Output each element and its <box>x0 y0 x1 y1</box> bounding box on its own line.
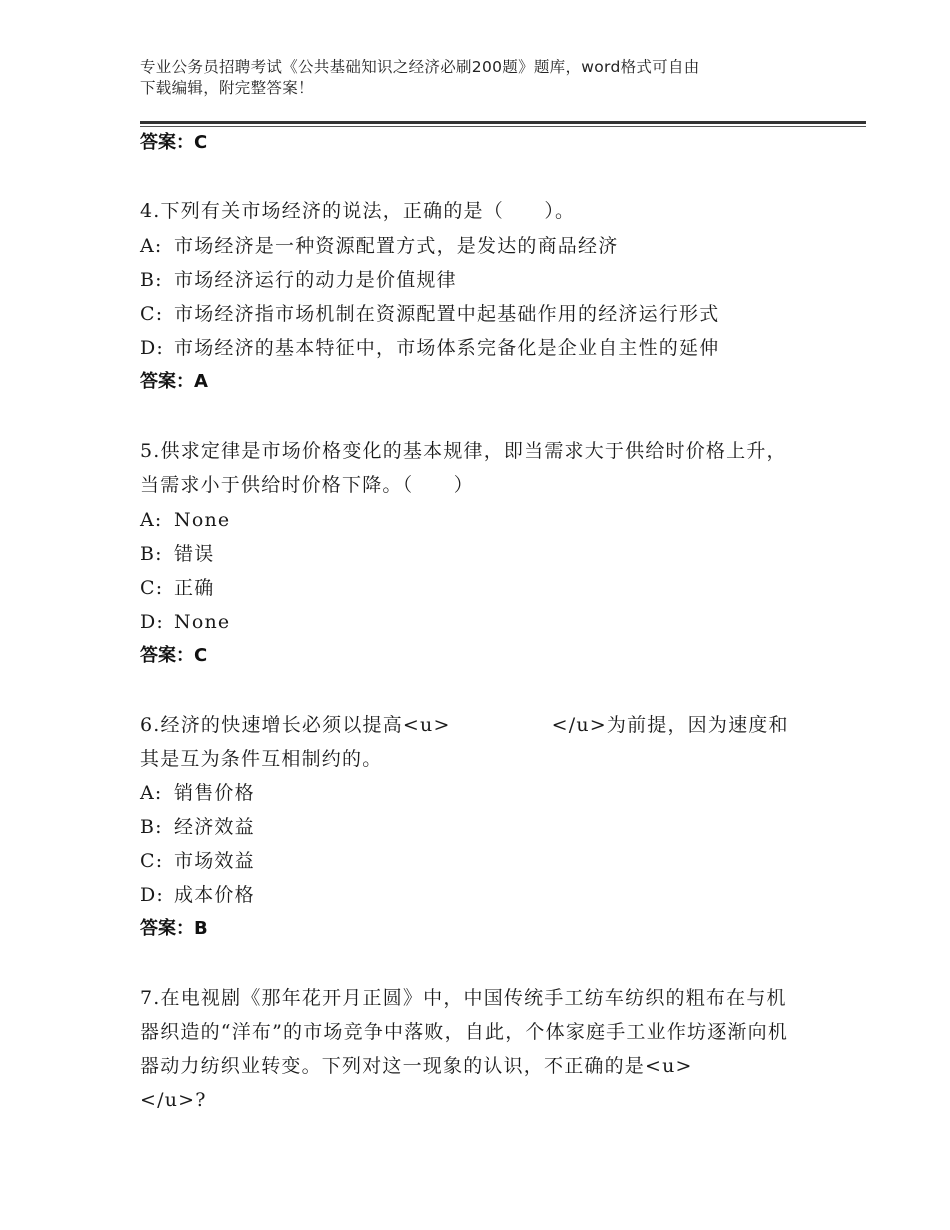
q4-option-b <box>140 268 840 292</box>
answer-value: B <box>194 918 208 939</box>
q5-option-b <box>140 542 840 566</box>
header-line-1: 专业公务员招聘考试《公共基础知识之经济必刷200题》题库，word格式可自由 <box>140 58 700 76</box>
q7-question: 7.在电视剧《那年花开月正圆》中，中国传统手工纺车纺织的粗布在与机器织造的“洋布”的市场竞争中落败，自此，个体家庭手工业作坊逐渐向机器动力纺织业转变。下列对这一现象的认识，不正确的是<u> </u>? <box>140 987 794 1111</box>
q6-option-c <box>140 849 840 873</box>
q4-option-c <box>140 302 840 326</box>
option-label: B: <box>140 269 163 291</box>
option-label: B: <box>140 543 163 565</box>
option-text: 市场经济运行的动力是价值规律 <box>174 269 457 291</box>
q6-answer <box>140 917 208 941</box>
answer-prefix: 答案： <box>140 371 194 392</box>
q4-option-d <box>140 336 840 360</box>
q4-option-a <box>140 234 840 258</box>
q5-option-d <box>140 610 840 634</box>
document-header <box>140 57 810 99</box>
option-label: A: <box>140 235 163 257</box>
header-rule-thin <box>140 126 866 127</box>
option-text: 市场效益 <box>174 850 255 872</box>
q5-option-c <box>140 576 840 600</box>
q6-question: 6.经济的快速增长必须以提高<u> </u>为前提，因为速度和其是互为条件互相制约的。 <box>140 714 789 770</box>
q6-option-b <box>140 815 840 839</box>
option-text: 市场经济的基本特征中，市场体系完备化是企业自主性的延伸 <box>174 337 720 359</box>
option-text: 经济效益 <box>174 816 255 838</box>
answer-value: C <box>194 132 208 153</box>
q6-option-d <box>140 883 840 907</box>
option-text: 正确 <box>174 577 215 599</box>
option-text: None <box>174 509 231 531</box>
option-label: D: <box>140 611 165 633</box>
q4-question: 4.下列有关市场经济的说法，正确的是（ ）。 <box>140 200 576 222</box>
option-text: 成本价格 <box>174 884 255 906</box>
header-line-2: 下载编辑，附完整答案！ <box>140 79 314 97</box>
option-text: None <box>174 611 231 633</box>
option-label: B: <box>140 816 163 838</box>
option-label: D: <box>140 337 165 359</box>
option-text: 错误 <box>174 543 215 565</box>
option-label: C: <box>140 577 164 599</box>
answer-value: A <box>194 371 208 392</box>
q3-answer <box>140 131 207 155</box>
option-label: C: <box>140 850 164 872</box>
q5-question: 5.供求定律是市场价格变化的基本规律，即当需求大于供给时价格上升，当需求小于供给时价格下降。（ ） <box>140 440 787 496</box>
answer-prefix: 答案： <box>140 645 194 666</box>
header-rule-thick <box>140 121 866 124</box>
option-label: C: <box>140 303 164 325</box>
q4-answer <box>140 370 208 394</box>
option-text: 市场经济是一种资源配置方式，是发达的商品经济 <box>174 235 619 257</box>
answer-prefix: 答案： <box>140 918 194 939</box>
q6-option-a <box>140 781 840 805</box>
q5-option-a <box>140 508 840 532</box>
answer-value: C <box>194 645 208 666</box>
option-text: 市场经济指市场机制在资源配置中起基础作用的经济运行形式 <box>174 303 720 325</box>
option-label: A: <box>140 509 163 531</box>
answer-prefix: 答案： <box>140 132 194 153</box>
q5-answer <box>140 644 207 668</box>
option-label: A: <box>140 782 163 804</box>
option-text: 销售价格 <box>174 782 255 804</box>
option-label: D: <box>140 884 165 906</box>
